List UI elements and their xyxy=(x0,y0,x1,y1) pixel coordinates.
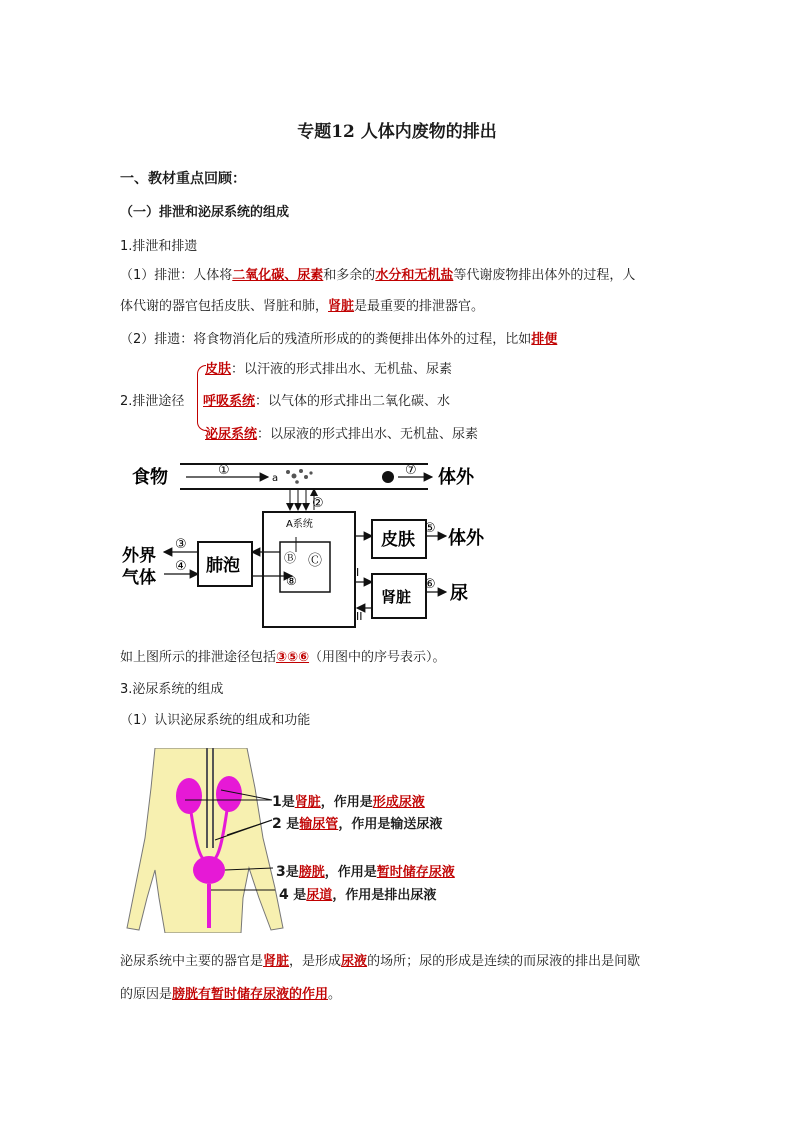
answer-defecation: 排便 xyxy=(531,332,558,347)
label-b: Ⓑ xyxy=(284,551,297,565)
item-heading-3: 3.泌尿系统的组成 xyxy=(120,682,224,697)
outside-top-label: 体外 xyxy=(438,467,474,488)
answer-route-numbers: ③⑤⑥ xyxy=(276,650,310,665)
subsection-heading: （一）排泄和泌尿系统的组成 xyxy=(120,205,290,220)
answer-co2-urea: 二氧化碳、尿素 xyxy=(232,268,324,283)
route-i: I xyxy=(356,566,360,579)
urinary-label-3: 3是膀胱，作用是暂时储存尿液 xyxy=(276,864,455,880)
urinary-label-2: 2 是输尿管，作用是输送尿液 xyxy=(272,816,443,832)
route-urinary: 泌尿系统：以尿液的形式排出水、无机盐、尿素 xyxy=(205,427,479,442)
num-2: ② xyxy=(312,496,324,511)
num-7: ⑦ xyxy=(405,463,417,478)
absorption-speckle xyxy=(286,469,313,484)
paragraph-urinary-line2: 的原因是膀胱有暂时储存尿液的作用。 xyxy=(120,987,342,1002)
feces-dot xyxy=(382,471,394,483)
outside-right-label: 体外 xyxy=(448,528,484,549)
num-6: ⑥ xyxy=(424,577,436,592)
urinary-label-4: 4 是尿道，作用是排出尿液 xyxy=(279,887,437,903)
paragraph-routes-answer: 如上图所示的排泄途径包括③⑤⑥（用图中的序号表示）。 xyxy=(120,650,446,665)
num-8: ⑧ xyxy=(286,574,297,588)
external-label-2: 气体 xyxy=(122,568,156,588)
excretion-diagram xyxy=(120,452,490,632)
route-skin: 皮肤：以汗液的形式排出水、无机盐、尿素 xyxy=(205,362,453,377)
external-label-1: 外界 xyxy=(122,546,156,566)
alveoli-label: 肺泡 xyxy=(206,556,240,576)
num-3: ③ xyxy=(175,537,187,552)
point-a: a xyxy=(272,473,279,484)
route-ii: II xyxy=(356,610,363,623)
system-a-label: A系统 xyxy=(286,519,313,530)
paragraph-excretion-line2: 体代谢的器官包括皮肤、肾脏和肺，肾脏是最重要的排泄器官。 xyxy=(120,299,485,314)
route-label: 2.排泄途径 xyxy=(120,394,185,409)
label-c: Ⓒ xyxy=(308,553,322,569)
paragraph-excretion-line1: （1）排泄：人体将二氧化碳、尿素和多余的水分和无机盐等代谢废物排出体外的过程，人 xyxy=(120,268,636,283)
answer-kidney: 肾脏 xyxy=(328,299,355,314)
section-heading: 一、教材重点回顾： xyxy=(120,171,246,187)
item-heading-1: 1.排泄和排遗 xyxy=(120,239,198,254)
answer-water-salts: 水分和无机盐 xyxy=(375,268,454,283)
kidney-label: 肾脏 xyxy=(381,588,412,606)
num-4: ④ xyxy=(175,559,187,574)
skin-label: 皮肤 xyxy=(381,530,415,550)
page-title: 专题12 人体内废物的排出 xyxy=(297,122,497,142)
urinary-label-1: 1是肾脏，作用是形成尿液 xyxy=(272,794,425,810)
item-heading-3-1: （1）认识泌尿系统的组成和功能 xyxy=(120,713,311,728)
route-respiratory: 呼吸系统：以气体的形式排出二氧化碳、水 xyxy=(203,394,451,409)
pointer-lines xyxy=(185,780,285,900)
num-1: ① xyxy=(218,463,230,478)
paragraph-egestion: （2）排遗：将食物消化后的残渣所形成的的粪便排出体外的过程，比如排便 xyxy=(120,332,558,347)
paragraph-urinary-line1: 泌尿系统中主要的器官是肾脏，是形成尿液的场所；尿的形成是连续的而尿液的排出是间歇 xyxy=(120,954,641,969)
food-label: 食物 xyxy=(132,467,168,488)
num-5: ⑤ xyxy=(424,521,436,536)
urine-label: 尿 xyxy=(450,583,468,604)
